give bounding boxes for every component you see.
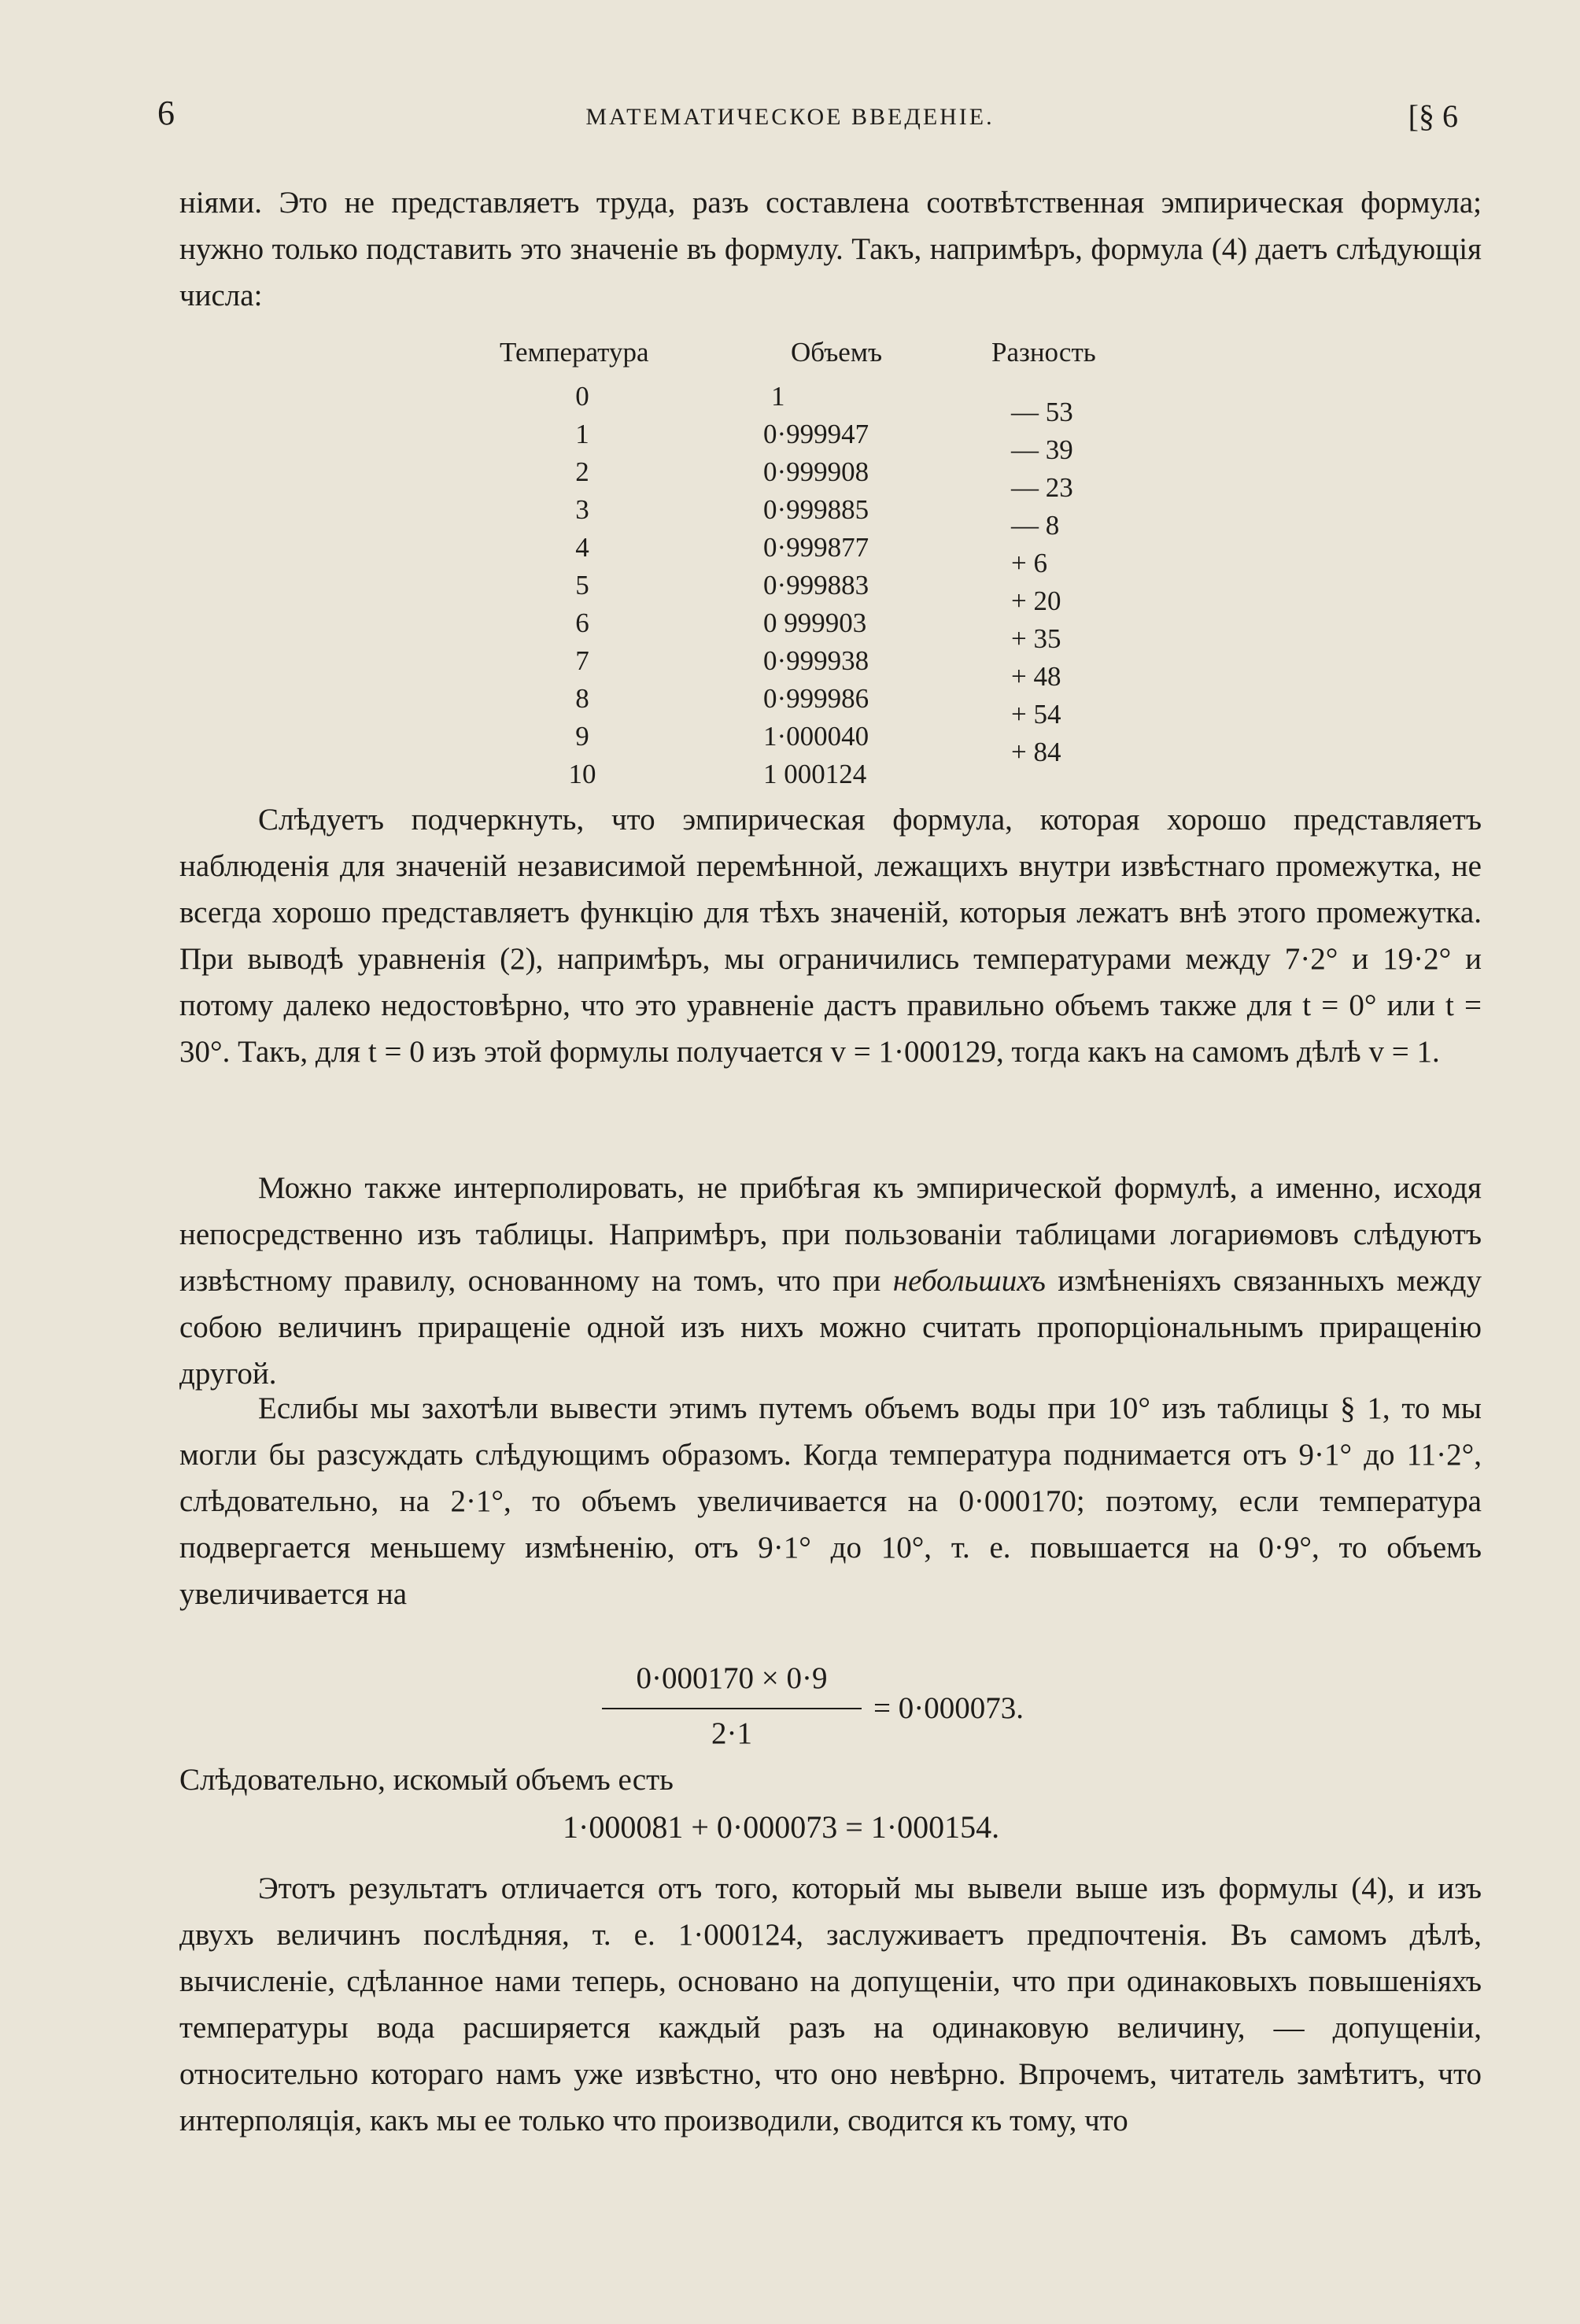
para2-emphasis: небольшихъ [892,1264,1046,1298]
cell-volume: 0·999885 [763,494,869,525]
header-difference: Разность [991,337,1096,368]
cell-difference: + 48 [1011,661,1061,692]
cell-volume: 0·999883 [763,570,869,600]
cell-difference: — 23 [1011,472,1073,503]
paragraph-interpolation [179,1165,1482,1397]
intro-paragraph: ніями. Это не представляетъ труда, разъ составлена соотвѣтственная эмпирическая формула; нужно только подставить это значеніе въ формулу. Такъ, напримѣръ, формула (4) даетъ слѣдующія числа: [179,186,1482,312]
cell-volume: 0·999986 [763,683,869,714]
cell-volume: 1 [771,381,785,412]
cell-volume: 0·999938 [763,645,869,676]
paragraph-consequently: Слѣдовательно, искомый объемъ есть [179,1763,674,1797]
para2-text-a: Можно также интерполировать, не прибѣгая къ эмпирической формулѣ, а именно, исходя непосредственно изъ таблицы. Напримѣръ, при пользованіи таблицами логариѳмовъ слѣдуютъ извѣстному правилу, основанному на томъ, что при [179,1171,1482,1298]
cell-temperature: 0 [575,381,589,412]
cell-volume: 1·000040 [763,721,869,752]
cell-temperature: 10 [568,759,596,789]
cell-temperature: 6 [575,608,589,638]
column-volume [763,378,921,793]
paragraph-result: Этотъ результатъ отличается отъ того, который мы вывели выше изъ формулы (4), и изъ двухъ величинъ послѣдняя, т. е. 1·000124, заслуживаетъ предпочтенія. Въ самомъ дѣлѣ, вычисленіе, сдѣланное нами теперь, основано на допущеніи, что при одинаковыхъ повышеніяхъ температуры вода расширяется каждый разъ на одинаковую величину, — допущеніи, относительно котораго намъ уже извѣстно, что оно невѣрно. Впрочемъ, читатель замѣтитъ, что интерполяція, какъ мы ее только что производили, сводится къ тому, что [179,1871,1482,2137]
cell-difference: — 53 [1011,397,1073,427]
cell-temperature: 7 [575,645,589,676]
cell-temperature: 9 [575,721,589,752]
cell-temperature: 5 [575,570,589,600]
paragraph-example: Еслибы мы захотѣли вывести этимъ путемъ объемъ воды при 10° изъ таблицы § 1, то мы могли бы разсуждать слѣдующимъ образомъ. Когда температура поднимается отъ 9·1° до 11·2°, слѣдовательно, на 2·1°, то объемъ увеличивается на 0·000170; поэтому, если температура подвергается меньшему измѣненію, отъ 9·1° до 10°, т. е. повышается на 0·9°, то объемъ увеличивается на [179,1391,1482,1611]
sum-formula: 1·000081 + 0·000073 = 1·000154. [563,1809,1000,1845]
paragraph-empirical: Слѣдуетъ подчеркнуть, что эмпирическая формула, которая хорошо представляетъ наблюденія для значеній независимой перемѣнной, лежащихъ внутри извѣстнаго промежутка, не всегда хорошо представляетъ функцію для тѣхъ значеній, которыя лежатъ внѣ этого промежутка. При выводѣ уравненія (2), напримѣръ, мы ограничились температурами между 7·2° и 19·2° и потому далеко недостовѣрно, что это уравненіе дастъ правильно объемъ также для t = 0° или t = 30°. Такъ, для t = 0 изъ этой формулы получается v = 1·000129, тогда какъ на самомъ дѣлѣ v = 1. [179,803,1482,1069]
cell-volume: 0·999908 [763,456,869,487]
cell-temperature: 4 [575,532,589,563]
cell-difference: + 35 [1011,623,1061,654]
cell-difference: + 20 [1011,586,1061,616]
cell-volume: 1 000124 [763,759,867,789]
cell-temperature: 8 [575,683,589,714]
cell-difference: + 6 [1011,548,1047,578]
fraction-bar [602,1708,862,1709]
column-difference [1011,393,1106,771]
cell-difference: — 8 [1011,510,1060,541]
cell-volume: 0·999877 [763,532,869,563]
para2-text-b: измѣненіяхъ связанныхъ между собою величинъ приращеніе одной изъ нихъ можно считать пропорціональнымъ приращенію другой. [179,1264,1482,1391]
fraction-denominator: 2·1 [711,1716,752,1750]
fraction-numerator: 0·000170 × 0·9 [636,1661,828,1695]
fraction-result: = 0·000073. [873,1691,1024,1725]
page-header [0,93,1580,140]
column-temperature [488,378,677,793]
cell-difference: + 84 [1011,737,1061,767]
cell-difference: — 39 [1011,434,1073,465]
cell-volume: 0·999947 [763,419,869,449]
header-temperature: Температура [500,337,649,368]
cell-temperature: 3 [575,494,589,525]
cell-volume: 0 999903 [763,608,867,638]
section-marker: [§ 6 [1408,98,1458,134]
cell-temperature: 2 [575,456,589,487]
fraction-formula [602,1661,1216,1763]
cell-temperature: 1 [575,419,589,449]
cell-difference: + 54 [1011,699,1061,730]
page-number: 6 [157,94,175,132]
running-title: МАТЕМАТИЧЕСКОЕ ВВЕДЕНІЕ. [585,104,995,130]
header-volume: Объемъ [791,337,883,368]
